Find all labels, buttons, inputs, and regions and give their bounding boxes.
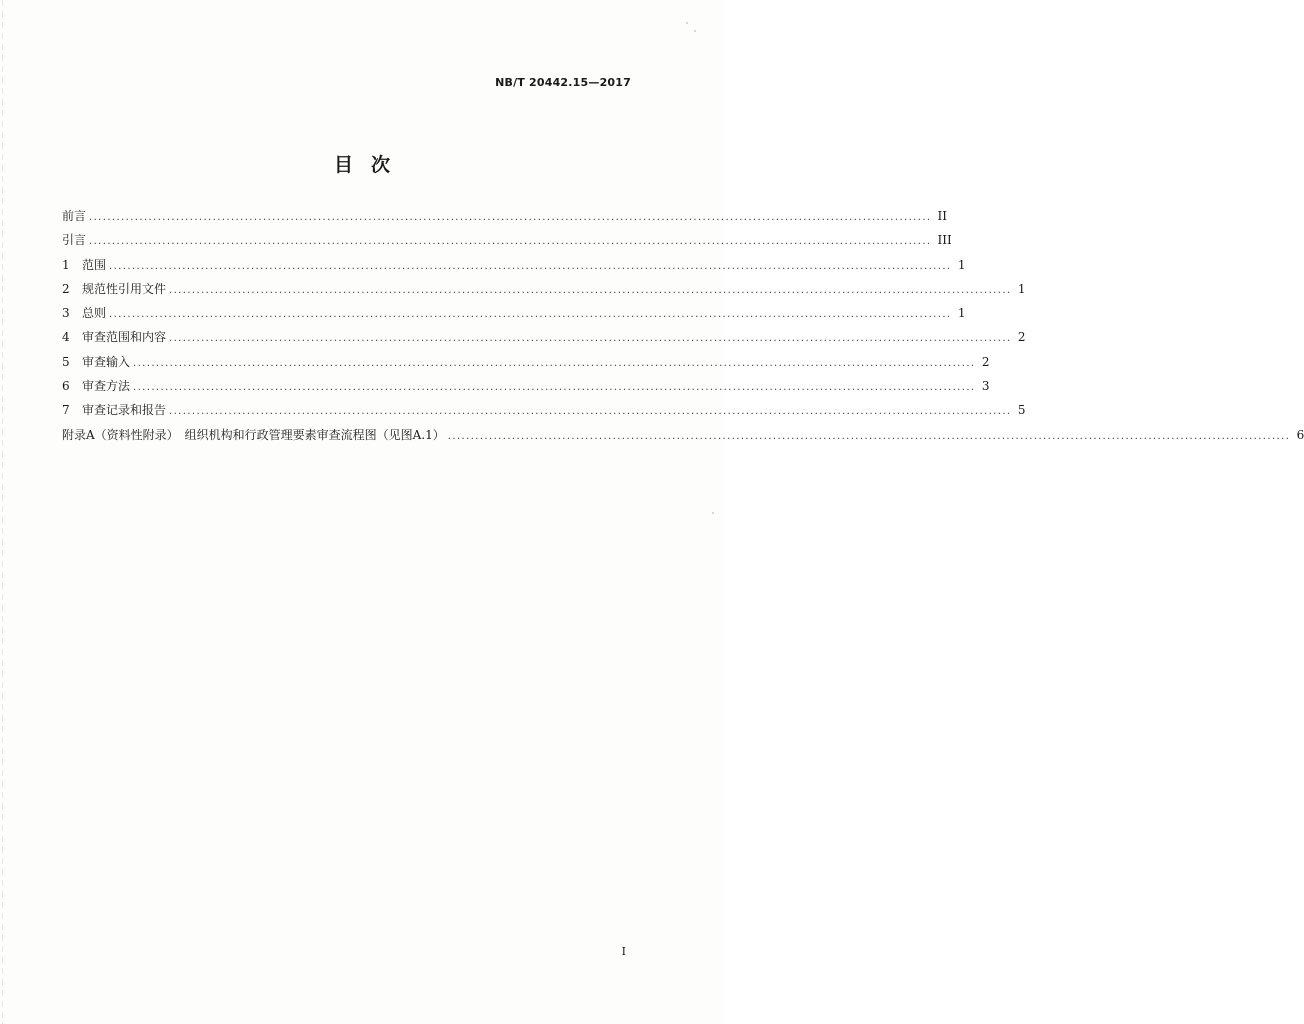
toc-entry-page: 1 [1017,281,1026,296]
toc-entry-label: 规范性引用文件 [82,281,167,296]
scan-speck [712,512,714,514]
toc-entry-page: II [937,209,947,223]
toc-entry-number: 5 [62,354,70,369]
toc-entry-label: 总则 [82,306,107,321]
toc-dot-leader: ........................................................................................................................................................................................ [169,284,1012,296]
toc-entry[interactable] [62,256,966,280]
toc-dot-leader: ........................................................................................................................................................................................ [109,309,952,321]
standard-number: NB/T 20442.15—2017 [495,76,631,89]
toc-dot-leader: ........................................................................................................................................................................................ [133,357,976,369]
toc-entry-number: 6 [62,379,70,394]
toc-entry-page: III [937,233,952,248]
toc-entry-number: 2 [62,281,70,296]
toc-entry-number: 7 [62,403,70,418]
toc-entry[interactable] [62,207,947,231]
toc-dot-leader: ........................................................................................................................................................................................ [169,333,1012,345]
toc-entry-label: 附录A（资料性附录） 组织机构和行政管理要素审查流程图（见图A.1） [62,427,445,442]
toc-entry-label: 范围 [82,257,107,272]
toc-entry-page: 2 [1017,330,1026,345]
toc-entry-label: 引言 [62,233,87,248]
toc-entry-label: 审查范围和内容 [82,330,167,345]
toc-entry-page: 1 [957,306,966,321]
toc-entry-number: 4 [62,330,70,345]
toc-dot-leader: ........................................................................................................................................................................................ [89,236,932,248]
toc-dot-leader: ........................................................................................................................................................................................ [89,212,932,223]
toc-entry-number: 3 [62,306,70,321]
toc-entry[interactable] [62,304,966,328]
toc-entry-number: 1 [62,257,70,272]
toc-entry[interactable] [62,401,1026,425]
toc-entry[interactable] [62,328,1026,352]
toc-dot-leader: ........................................................................................................................................................................................ [133,382,976,394]
toc-entry-page: 5 [1017,403,1026,418]
toc-entry-appendix[interactable] [62,426,1304,450]
scan-speck [694,30,696,32]
toc-entry[interactable] [62,353,990,377]
page-number: I [621,945,626,958]
toc-dot-leader: ........................................................................................................................................................................................ [169,406,1012,418]
toc-entry-page: 2 [981,354,990,369]
toc-dot-leader: ........................................................................................................................................................................................ [447,430,1291,442]
toc-entry[interactable] [62,231,952,255]
toc-entry[interactable] [62,280,1026,304]
toc-entry-label: 前言 [62,209,87,223]
toc-entry[interactable] [62,377,990,401]
toc-entry-page: 1 [957,257,966,272]
toc-entry-page: 3 [981,379,990,394]
toc-dot-leader: ........................................................................................................................................................................................ [109,260,952,272]
table-of-contents [62,207,1304,450]
toc-entry-page: 6 [1296,427,1304,442]
scan-speck [686,22,688,24]
toc-entry-label: 审查记录和报告 [82,403,167,418]
toc-entry-label: 审查方法 [82,379,131,394]
toc-title: 目次 [333,154,408,176]
toc-entry-label: 审查输入 [82,354,131,369]
